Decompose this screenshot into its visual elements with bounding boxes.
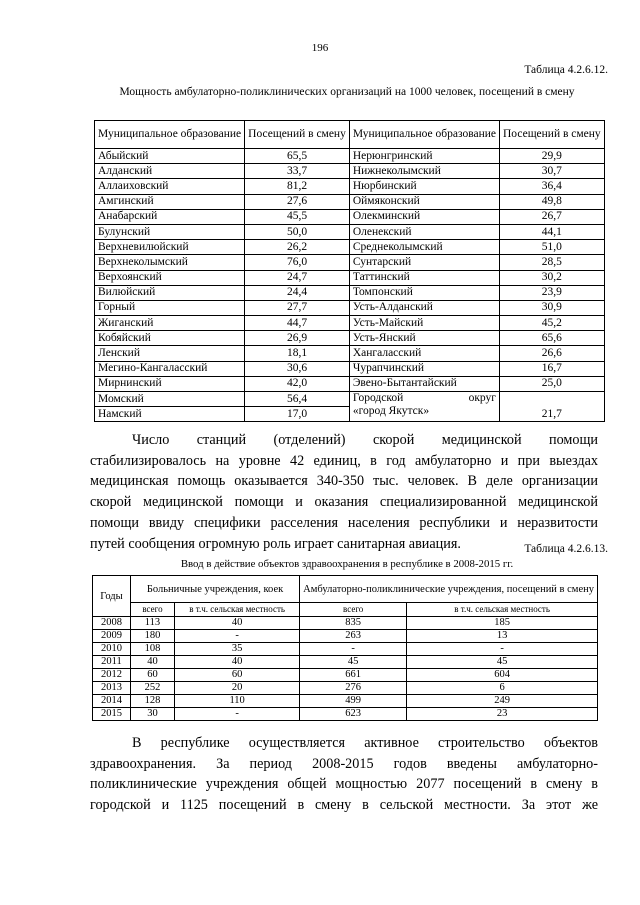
paragraph-first-line: Число станций (отделений) скорой медицинской помощи [132,432,598,448]
table-cell: 623 [300,708,407,721]
table-cell: 65,5 [245,149,350,164]
table-label: Таблица 4.2.6.12. [524,64,608,76]
table-cell: Абыйский [95,149,245,164]
paragraph-line: В республике осуществляется активное строительство объектов [132,735,598,751]
table-cell: Мирнинский [95,376,245,391]
year-cell: 2009 [93,630,131,643]
table-cell: 51,0 [500,240,605,255]
table-cell: 30,9 [500,300,605,315]
table-row [95,361,605,376]
table-cell: Верхоянский [95,270,245,285]
table-row [93,617,598,630]
column-subheader: всего [300,603,407,617]
table-cell: 40 [175,656,300,669]
table-cell: - [175,708,300,721]
table-cell: 17,0 [245,407,350,422]
paragraph-line: помощи ввиду специфики расселения населения республики и неразвитости [90,514,598,531]
table-cell: Алданский [95,164,245,179]
table-cell: 30,7 [500,164,605,179]
table-cell: Жиганский [95,316,245,331]
table-row [93,708,598,721]
paragraph-ambulance [90,430,598,554]
table-cell: 44,7 [245,316,350,331]
table-cell: 49,8 [500,194,605,209]
table-cell: Аллаиховский [95,179,245,194]
table-cell: 81,2 [245,179,350,194]
table-cell: 180 [130,630,174,643]
table-cell: Оймяконский [349,194,499,209]
table-cell: Томпонский [349,285,499,300]
table-row [95,300,605,315]
year-cell: 2012 [93,669,131,682]
paragraph-line: медицинская помощь оказывается 340-350 тыс. человек. В деле организации [90,473,598,490]
table-cell: 30,2 [500,270,605,285]
table-cell: Намский [95,407,245,422]
table-cell: 35 [175,643,300,656]
table-row [93,669,598,682]
table-cell: 26,7 [500,209,605,224]
table-row [95,240,605,255]
table-cell: 26,2 [245,240,350,255]
column-header: Годы [93,576,131,617]
column-subheader: в т.ч. сельская местность [407,603,598,617]
table-row [95,285,605,300]
table-row [93,695,598,708]
table-cell: 40 [130,656,174,669]
commissioning-table [92,575,598,721]
table-cell: Амгинский [95,194,245,209]
table-cell: 128 [130,695,174,708]
table-row [95,194,605,209]
table-cell: 13 [407,630,598,643]
table-cell: Мегино-Кангаласский [95,361,245,376]
table-cell: 16,7 [500,361,605,376]
table-row [93,643,598,656]
table-row [95,270,605,285]
paragraph-construction [90,733,598,816]
table-cell: - [175,630,300,643]
table-cell: Горный [95,300,245,315]
year-cell: 2015 [93,708,131,721]
paragraph-line: городской и 1125 посещений в смену в сельской местности. За этот же [90,797,598,814]
table-cell: Эвено-Бытантайский [349,376,499,391]
column-header: Муниципальное образование [95,121,245,149]
table-cell: 276 [300,682,407,695]
table-cell: 25,0 [500,376,605,391]
table-cell: 23,9 [500,285,605,300]
column-header: Амбулаторно-поликлинические учреждения, посещений в смену [300,576,598,603]
table-row [95,209,605,224]
column-header: Посещений в смену [500,121,605,149]
table-row [95,255,605,270]
table-cell: 6 [407,682,598,695]
table-cell: 60 [175,669,300,682]
table-cell: 26,6 [500,346,605,361]
table-cell: 36,4 [500,179,605,194]
table-cell: 60 [130,669,174,682]
table-cell: Нижнеколымский [349,164,499,179]
table-cell: - [300,643,407,656]
table-row [95,149,605,164]
year-cell: 2010 [93,643,131,656]
table-cell: 249 [407,695,598,708]
table-cell: 27,7 [245,300,350,315]
table-cell: 33,7 [245,164,350,179]
table-row [93,630,598,643]
table-cell: 45,2 [500,316,605,331]
table-cell: 45 [300,656,407,669]
paragraph-line: стабилизировалось на уровне 42 единиц, в год амбулаторно и при выездах [90,452,598,469]
table-header-row [93,576,598,603]
year-cell: 2013 [93,682,131,695]
year-cell: 2011 [93,656,131,669]
table-cell: Кобяйский [95,331,245,346]
table-cell: 44,1 [500,224,605,239]
table-row [95,179,605,194]
table-row [93,682,598,695]
table-cell: 110 [175,695,300,708]
table-caption: Ввод в действие объектов здравоохранения в республике в 2008-2015 гг. [180,558,514,570]
year-cell: 2014 [93,695,131,708]
table-cell: 21,7 [500,392,605,422]
table-cell: Анабарский [95,209,245,224]
table-cell: 23 [407,708,598,721]
table-cell: 45,5 [245,209,350,224]
table-cell: Чурапчинский [349,361,499,376]
capacity-table [94,120,605,422]
column-header: Муниципальное образование [349,121,499,149]
table-cell: Олекминский [349,209,499,224]
table-cell: Верхнеколымский [95,255,245,270]
table-cell: 185 [407,617,598,630]
table-cell: Усть-Янский [349,331,499,346]
table-cell: Вилюйский [95,285,245,300]
table-cell: 40 [175,617,300,630]
column-subheader: всего [130,603,174,617]
table-cell: Оленекский [349,224,499,239]
column-subheader: в т.ч. сельская местность [175,603,300,617]
table-cell: Городской округ «город Якутск» [349,392,499,422]
table-cell: Момский [95,392,245,407]
table-cell: Нерюнгринский [349,149,499,164]
table-cell: 18,1 [245,346,350,361]
table-cell: 26,9 [245,331,350,346]
table-cell: Ленский [95,346,245,361]
table-cell: 28,5 [500,255,605,270]
table-cell: 56,4 [245,392,350,407]
table-cell: 252 [130,682,174,695]
table-cell: - [407,643,598,656]
table-cell: Среднеколымский [349,240,499,255]
table-cell: 65,6 [500,331,605,346]
table-cell: Булунский [95,224,245,239]
paragraph-line: здравоохранения. За период 2008-2015 годов введены амбулаторно- [90,755,598,772]
table-row [95,316,605,331]
column-header: Больничные учреждения, коек [130,576,299,603]
table-cell: Таттинский [349,270,499,285]
table-cell: 24,4 [245,285,350,300]
table-subheader-row [93,603,598,617]
table-cell: 30 [130,708,174,721]
table-cell: 76,0 [245,255,350,270]
table-cell: Нюрбинский [349,179,499,194]
table-header-row [95,121,605,149]
table-label: Таблица 4.2.6.13. [524,543,608,555]
table-cell: 20 [175,682,300,695]
table-cell: 113 [130,617,174,630]
table-cell: 45 [407,656,598,669]
table-row [95,224,605,239]
table-cell: Сунтарский [349,255,499,270]
table-cell: Усть-Майский [349,316,499,331]
table-caption: Мощность амбулаторно-поликлинических организаций на 1000 человек, посещений в смену [119,86,575,98]
table-row [95,331,605,346]
table-cell: Усть-Алданский [349,300,499,315]
table-cell: Хангаласский [349,346,499,361]
table-row [95,164,605,179]
table-body [93,617,598,721]
table-cell: 27,6 [245,194,350,209]
page-number: 196 [311,42,329,54]
table-cell: 108 [130,643,174,656]
table-row [95,376,605,391]
table-cell: 30,6 [245,361,350,376]
table-cell: 24,7 [245,270,350,285]
table-cell: 661 [300,669,407,682]
table-cell: 29,9 [500,149,605,164]
table-cell: 835 [300,617,407,630]
table-row [95,392,605,407]
paragraph-line: путей сообщения огромную роль играет санитарная авиация. [90,535,461,552]
table-row [95,346,605,361]
table-cell: 50,0 [245,224,350,239]
table-row [93,656,598,669]
table-cell: 499 [300,695,407,708]
year-cell: 2008 [93,617,131,630]
table-cell: Верхневилюйский [95,240,245,255]
paragraph-line: поликлинические учреждения общей мощностью 2077 посещений в смену в [90,776,598,793]
table-cell: 42,0 [245,376,350,391]
table-cell: 604 [407,669,598,682]
table-body [95,149,605,422]
table-cell: 263 [300,630,407,643]
column-header: Посещений в смену [245,121,350,149]
paragraph-line: скорой медицинской помощи и оказания специализированной медицинской [90,494,598,511]
